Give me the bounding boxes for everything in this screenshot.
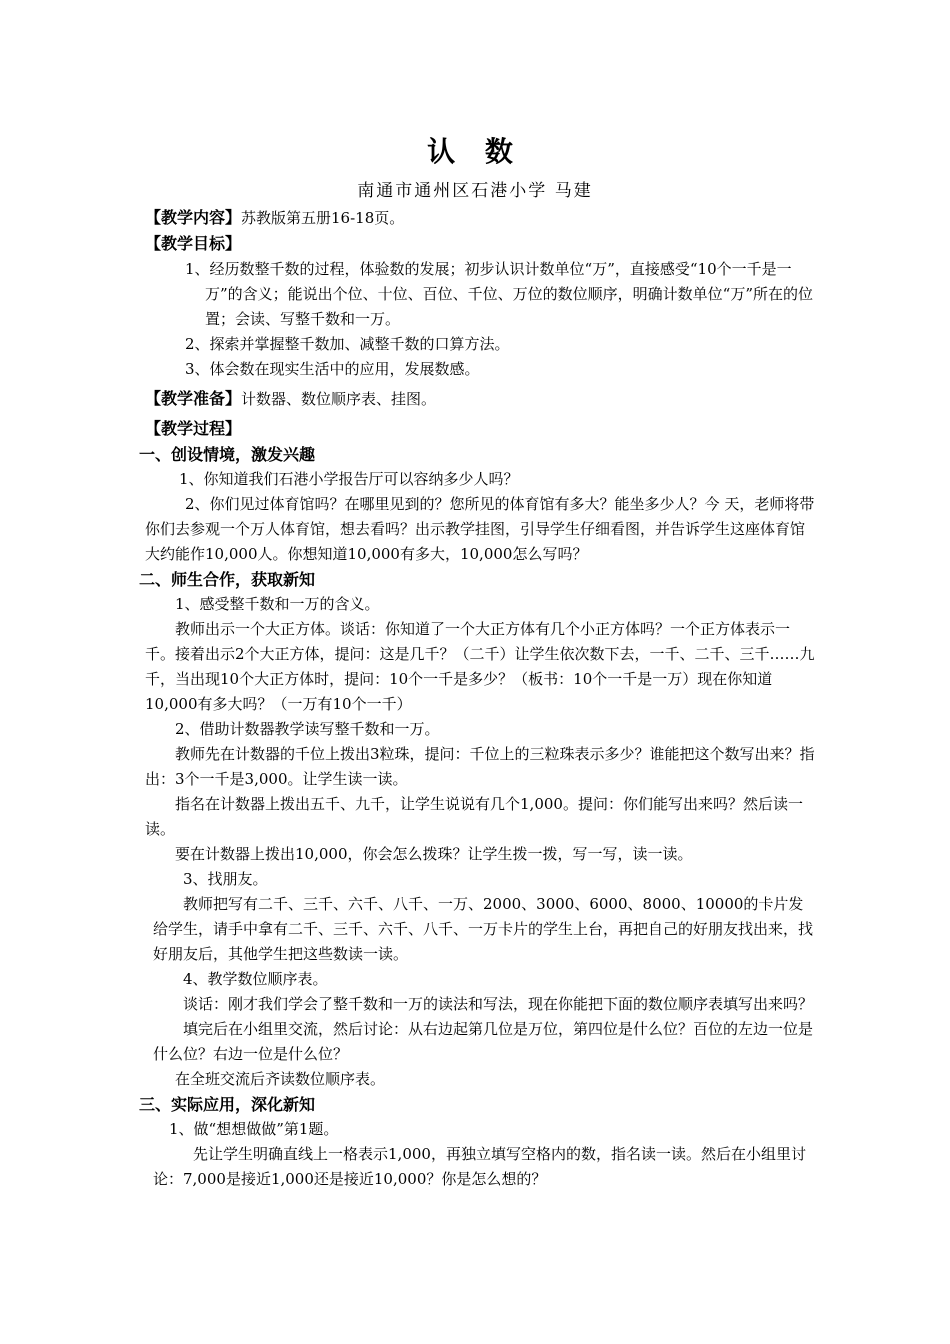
- paragraph: 3、找朋友。: [183, 870, 268, 888]
- author-line: 南通市通州区石港小学 马建: [357, 181, 593, 201]
- paragraph: 1、感受整千数和一万的含义。: [175, 595, 380, 613]
- section-heading: 一、创设情境，激发兴趣: [139, 445, 316, 464]
- paragraph: 教师出示一个大正方体。谈话：你知道了一个大正方体有几个小正方体吗？一个正方体表示一千。接着出示2个大正方体，提问：这是几千？（二千）让学生依次数下去，一千、二千、三千……九千，当出现10个大正方体时，提问：10个一千是多少？（板书：10个一千是一万）现在你知道10,000有多大吗？（一万有10个一千）: [145, 620, 815, 713]
- paragraph: 2、你们见过体育馆吗？在哪里见到的？您所见的体育馆有多大？能坐多少人？今 天，老师将带你们去参观一个万人体育馆，想去看吗？出示教学挂图，引导学生仔细看图，并告诉学生这座体育馆大约能作10,000人。你想知道10,000有多大，10,000怎么写吗？: [145, 495, 815, 563]
- paragraph: 1、你知道我们石港小学报告厅可以容纳多少人吗？: [179, 470, 519, 488]
- process-row: [145, 416, 815, 442]
- goals-label: 【教学目标】: [145, 234, 242, 253]
- section-heading: 二、师生合作，获取新知: [139, 570, 316, 589]
- paragraph: 要在计数器上拨出10,000，你会怎么拨珠？让学生拨一拨，写一写，读一读。: [175, 845, 693, 863]
- goal-item: 1、经历数整千数的过程，体验数的发展；初步认识计数单位“万”，直接感受“10个一千是一万”的含义；能说出个位、十位、百位、千位、万位的数位顺序，明确计数单位“万”所在的位置；会读、写整千数和一万。: [185, 260, 814, 328]
- paragraph: 教师把写有二千、三千、六千、八千、一万、2000、3000、6000、8000、10000的卡片发给学生，请手中拿有二千、三千、六千、八千、一万卡片的学生上台，再把自己的好朋友找出来，找好朋友后，其他学生把这些数读一读。: [153, 895, 814, 963]
- content-text: 苏教版第五册16-18页。: [241, 209, 405, 227]
- paragraph: 谈话：刚才我们学会了整千数和一万的读法和写法，现在你能把下面的数位顺序表填写出来吗？: [183, 995, 814, 1013]
- paragraph: 在全班交流后齐读数位顺序表。: [175, 1070, 386, 1088]
- content-row: [145, 205, 815, 231]
- paragraph: 4、教学数位顺序表。: [183, 970, 328, 988]
- paragraph: 1、做“想想做做”第1题。: [169, 1120, 339, 1138]
- prep-label: 【教学准备】: [145, 389, 242, 408]
- prep-text: 计数器、数位顺序表、挂图。: [241, 390, 437, 408]
- goals-row: [145, 231, 815, 257]
- paragraph: 指名在计数器上拨出五千、九千，让学生说说有几个1,000。提问：你们能写出来吗？然后读一读。: [145, 795, 803, 838]
- paragraph: 教师先在计数器的千位上拨出3粒珠，提问：千位上的三粒珠表示多少？谁能把这个数写出来？指出：3个一千是3,000。让学生读一读。: [145, 745, 815, 788]
- content-label: 【教学内容】: [145, 208, 242, 227]
- goal-item: 2、探索并掌握整千数加、减整千数的口算方法。: [185, 335, 510, 353]
- process-label: 【教学过程】: [145, 419, 242, 438]
- paragraph: 先让学生明确直线上一格表示1,000，再独立填写空格内的数，指名读一读。然后在小组里讨论：7,000是接近1,000还是接近10,000？你是怎么想的？: [153, 1145, 806, 1188]
- paragraph: 填完后在小组里交流，然后讨论：从右边起第几位是万位，第四位是什么位？百位的左边一位是什么位？右边一位是什么位？: [153, 1020, 814, 1063]
- page-title: 认 数: [427, 135, 523, 168]
- section-heading: 三、实际应用，深化新知: [139, 1095, 316, 1114]
- prep-row: [145, 386, 815, 412]
- goal-item: 3、体会数在现实生活中的应用，发展数感。: [185, 360, 480, 378]
- paragraph: 2、借助计数器教学读写整千数和一万。: [175, 720, 440, 738]
- document-body: [139, 205, 815, 1192]
